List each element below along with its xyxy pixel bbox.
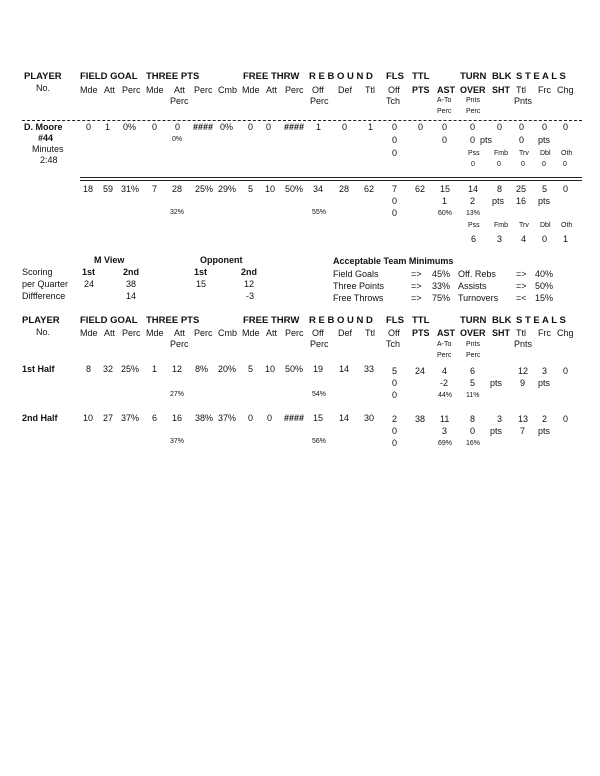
h2-to-c: 16% — [466, 440, 481, 447]
ft-perc-header-2: Perc — [285, 328, 304, 338]
h1-fls-c: 0 — [392, 390, 398, 400]
sht-header: SHT — [492, 85, 510, 95]
h1-tp-att-perc: 27% — [170, 391, 185, 398]
to-b: 0 — [470, 135, 476, 145]
h2-fls-c: 0 — [392, 438, 398, 448]
min-ast-label: Assists — [458, 281, 487, 291]
rb-off-header: Off — [312, 85, 324, 95]
ft-att-header: Att — [266, 85, 278, 95]
h1-fg-mde: 8 — [86, 364, 92, 374]
min-ast-value: 50% — [535, 281, 554, 291]
to-a: 0 — [470, 122, 476, 132]
h1-tp-perc: 8% — [195, 364, 209, 374]
min-tp-value: 33% — [432, 281, 451, 291]
tot-fmb-value: 3 — [497, 234, 503, 244]
mview-heading: M View — [94, 255, 125, 265]
tp-mde-header: Mde — [146, 85, 164, 95]
tot-tp-perc: 25% — [195, 184, 214, 194]
h2-fg-mde: 10 — [83, 413, 94, 423]
player-name: D. Moore — [24, 122, 63, 132]
totals-divider-2 — [80, 180, 582, 181]
ft-att-header-2: Att — [266, 328, 278, 338]
min-to-arrow: =< — [516, 293, 527, 303]
rb-ttl-header-2: Ttl — [365, 328, 375, 338]
turn-header: TURN — [460, 71, 487, 82]
mview-2nd: 2nd — [123, 267, 140, 277]
trv-label: Trv — [519, 150, 529, 157]
h2-ft-att: 0 — [267, 413, 273, 423]
h2-st-pts: pts — [538, 426, 551, 436]
h2-ft-mde: 0 — [248, 413, 254, 423]
tot-tp-att-perc: 32% — [170, 209, 185, 216]
h2-st-a: 13 — [518, 414, 529, 424]
tp-att-perc: 0% — [172, 136, 183, 143]
no-header: No. — [36, 83, 51, 93]
st-pnts-header: Pnts — [514, 96, 533, 106]
h2-rb-off-perc: 56% — [312, 438, 327, 445]
h2-ast-c: 69% — [438, 440, 453, 447]
opp-1st-score: 15 — [196, 279, 207, 289]
tot-ft-mde: 5 — [248, 184, 254, 194]
fmb-label: Fmb — [494, 150, 508, 157]
min-to-label: Turnovers — [458, 293, 499, 303]
tp-mde: 0 — [152, 122, 158, 132]
opp-diff: -3 — [246, 291, 255, 301]
tot-st-frc: 5 — [542, 184, 548, 194]
tot-fls-a: 7 — [392, 184, 398, 194]
tot-tp-cmb: 29% — [218, 184, 237, 194]
h1-to-b: 5 — [470, 378, 476, 388]
tot-dbl-label: Dbl — [540, 222, 551, 229]
tot-to-b: 2 — [470, 196, 476, 206]
ast-ato-header: A-To — [437, 97, 452, 104]
h2-st-b: 7 — [520, 426, 526, 436]
tot-to-c: 13% — [466, 210, 481, 217]
header-divider — [22, 120, 582, 121]
turn-header-2: TURN — [460, 315, 487, 326]
min-fg-label: Field Goals — [333, 269, 379, 279]
h2-blk-a: 3 — [497, 414, 503, 424]
st-frc-header-2: Frc — [538, 328, 551, 338]
tot-pts: 62 — [415, 184, 426, 194]
fg-perc: 0% — [123, 122, 137, 132]
h1-ast-a: 4 — [442, 366, 448, 376]
mview-1st: 1st — [82, 267, 96, 277]
h2-tp-att: 16 — [172, 413, 183, 423]
pss-value: 0 — [471, 161, 475, 168]
blk-header-2: BLK — [492, 315, 512, 326]
h2-fg-perc: 37% — [121, 413, 140, 423]
fg-mde-header-2: Mde — [80, 328, 98, 338]
st-chg: 0 — [563, 122, 569, 132]
dbl-label: Dbl — [540, 150, 551, 157]
tp-att-header: Att — [174, 85, 186, 95]
st-ttl-header-2: Ttl — [516, 328, 526, 338]
tot-st-a: 25 — [516, 184, 527, 194]
three-pts-header-2: THREE PTS — [146, 315, 200, 326]
st-a: 0 — [519, 122, 525, 132]
tot-oth-value: 1 — [563, 234, 569, 244]
scoring-label: Scoring — [22, 267, 53, 277]
tot-pss-label: Pss — [468, 222, 480, 229]
h2-tp-perc: 38% — [195, 413, 214, 423]
h1-fg-att: 32 — [103, 364, 114, 374]
h1-rb-off-perc: 54% — [312, 391, 327, 398]
tot-fg-mde: 18 — [83, 184, 94, 194]
over-header: OVER — [460, 85, 486, 95]
fls-c: 0 — [392, 148, 398, 158]
tot-trv-value: 4 — [521, 234, 527, 244]
rb-off-header-2: Off — [312, 328, 324, 338]
tot-ast-c: 60% — [438, 210, 453, 217]
blk-a: 0 — [497, 122, 503, 132]
pss-label: Pss — [468, 150, 480, 157]
h1-ft-mde: 5 — [248, 364, 254, 374]
tot-blk-a: 8 — [497, 184, 503, 194]
tp-att-perc-header-2: Perc — [170, 339, 189, 349]
rb-def-header-2: Def — [338, 328, 353, 338]
min-offreb-arrow: => — [516, 269, 527, 279]
opp-1st: 1st — [194, 267, 208, 277]
min-fg-value: 45% — [432, 269, 451, 279]
tp-att: 0 — [175, 122, 181, 132]
min-ft-value: 75% — [432, 293, 451, 303]
tot-ft-att: 10 — [265, 184, 276, 194]
h1-ast-c: 44% — [438, 392, 453, 399]
min-offreb-value: 40% — [535, 269, 554, 279]
per-quarter-label: per Quarter — [22, 279, 69, 289]
rb-def-header: Def — [338, 85, 353, 95]
opp-2nd-score: 12 — [244, 279, 255, 289]
rb-def: 0 — [342, 122, 348, 132]
h2-st-frc: 2 — [542, 414, 548, 424]
mview-1st-score: 24 — [84, 279, 95, 289]
sht-header-2: SHT — [492, 328, 510, 338]
tp-cmb-header-2: Cmb — [218, 328, 238, 338]
st-frc: 0 — [542, 122, 548, 132]
h2-st-chg: 0 — [563, 414, 569, 424]
h1-pts: 24 — [415, 366, 426, 376]
tot-tp-att: 28 — [172, 184, 183, 194]
tot-tp-mde: 7 — [152, 184, 158, 194]
fg-att: 1 — [105, 122, 111, 132]
h1-st-chg: 0 — [563, 366, 569, 376]
trv-value: 0 — [521, 161, 525, 168]
blk-header: BLK — [492, 71, 512, 82]
ttl-header: TTL — [412, 71, 430, 82]
player-number: #44 — [38, 133, 54, 143]
minutes-value: 2:48 — [40, 155, 58, 165]
h1-tp-mde: 1 — [152, 364, 158, 374]
tot-fmb-label: Fmb — [494, 222, 508, 229]
h1-rb-def: 14 — [339, 364, 350, 374]
fls-tch-header: Tch — [386, 96, 401, 106]
steals-header-2: S T E A L S — [516, 315, 566, 326]
field-goal-header-2: FIELD GOAL — [80, 315, 138, 326]
min-to-value: 15% — [535, 293, 554, 303]
three-pts-header: THREE PTS — [146, 71, 200, 82]
fg-att-header-2: Att — [104, 328, 116, 338]
first-half-label: 1st Half — [22, 364, 55, 374]
tp-cmb: 0% — [220, 122, 234, 132]
ft-perc-header: Perc — [285, 85, 304, 95]
h2-rb-off: 15 — [313, 413, 324, 423]
rebound-header: R E B O U N D — [309, 71, 373, 82]
rb-off-perc-header-2: Perc — [310, 339, 329, 349]
h1-ft-att: 10 — [265, 364, 276, 374]
ast-a: 0 — [442, 122, 448, 132]
pts-header-2: PTS — [412, 328, 430, 338]
rb-ttl: 1 — [368, 122, 374, 132]
tot-ast-b: 1 — [442, 196, 448, 206]
over-perc-header-2: Perc — [466, 352, 481, 359]
over-header-2: OVER — [460, 328, 486, 338]
fls-off-header-2: Off — [388, 328, 400, 338]
h2-rb-def: 14 — [339, 413, 350, 423]
fg-perc-header-2: Perc — [122, 328, 141, 338]
tp-att-perc-header: Perc — [170, 96, 189, 106]
min-fg-arrow: => — [411, 269, 422, 279]
difference-label: Diffference — [22, 291, 66, 301]
st-pts: pts — [538, 135, 551, 145]
ast-perc-header: Perc — [437, 108, 452, 115]
ft-perc: #### — [284, 122, 305, 132]
h1-rb-off: 19 — [313, 364, 324, 374]
rebound-header-2: R E B O U N D — [309, 315, 373, 326]
tot-fg-perc: 31% — [121, 184, 140, 194]
h2-tp-mde: 6 — [152, 413, 158, 423]
tot-rb-off-perc: 55% — [312, 209, 327, 216]
h1-fg-perc: 25% — [121, 364, 140, 374]
h1-fls-a: 5 — [392, 366, 398, 376]
tot-trv-label: Trv — [519, 222, 529, 229]
h1-ast-b: -2 — [440, 378, 449, 388]
ast-header-2: AST — [437, 328, 455, 338]
mview-diff: 14 — [126, 291, 137, 301]
ast-header: AST — [437, 85, 455, 95]
h2-fls-a: 2 — [392, 414, 398, 424]
fg-att-header: Att — [104, 85, 116, 95]
tot-fg-att: 59 — [103, 184, 114, 194]
tp-perc-header: Perc — [194, 85, 213, 95]
steals-header: S T E A L S — [516, 71, 566, 82]
tp-perc: #### — [193, 122, 214, 132]
over-pnts-header-2: Pnts — [466, 341, 481, 348]
player-header-2: PLAYER — [22, 315, 60, 326]
oth-value: 0 — [563, 161, 567, 168]
tot-rb-ttl: 62 — [364, 184, 375, 194]
h2-fg-att: 27 — [103, 413, 114, 423]
fg-perc-header: Perc — [122, 85, 141, 95]
st-b: 0 — [519, 135, 525, 145]
tot-rb-def: 28 — [339, 184, 350, 194]
tp-mde-header-2: Mde — [146, 328, 164, 338]
free-throw-header-2: FREE THRW — [243, 315, 300, 326]
fg-mde: 0 — [86, 122, 92, 132]
fmb-value: 0 — [497, 161, 501, 168]
h1-to-a: 6 — [470, 366, 476, 376]
dbl-value: 0 — [542, 161, 546, 168]
opponent-heading: Opponent — [200, 255, 243, 265]
h1-st-frc: 3 — [542, 366, 548, 376]
tp-perc-header-2: Perc — [194, 328, 213, 338]
tot-rb-off: 34 — [313, 184, 324, 194]
pts: 0 — [418, 122, 424, 132]
h1-tp-cmb: 20% — [218, 364, 237, 374]
fls-a: 0 — [392, 122, 398, 132]
tot-dbl-value: 0 — [542, 234, 548, 244]
rb-off: 1 — [316, 122, 322, 132]
h1-tp-att: 12 — [172, 364, 183, 374]
h1-st-b: 9 — [520, 378, 526, 388]
fg-mde-header: Mde — [80, 85, 98, 95]
min-ft-label: Free Throws — [333, 293, 384, 303]
h2-ast-b: 3 — [442, 426, 448, 436]
tot-st-pts: pts — [538, 196, 551, 206]
over-perc-header: Perc — [466, 108, 481, 115]
st-chg-header: Chg — [557, 85, 574, 95]
ast-b: 0 — [442, 135, 448, 145]
min-ast-arrow: => — [516, 281, 527, 291]
fls-off-header: Off — [388, 85, 400, 95]
fls-header: FLS — [386, 71, 404, 82]
h2-tp-att-perc: 37% — [170, 438, 185, 445]
ttl-header-2: TTL — [412, 315, 430, 326]
totals-divider-1 — [80, 177, 582, 178]
h1-st-pts: pts — [538, 378, 551, 388]
tot-st-chg: 0 — [563, 184, 569, 194]
ast-ato-header-2: A-To — [437, 341, 452, 348]
h1-fls-b: 0 — [392, 378, 398, 388]
ft-mde-header: Mde — [242, 85, 260, 95]
h2-to-a: 8 — [470, 414, 476, 424]
second-half-label: 2nd Half — [22, 413, 58, 423]
h2-pts: 38 — [415, 414, 426, 424]
h2-rb-ttl: 30 — [364, 413, 375, 423]
tp-att-header-2: Att — [174, 328, 186, 338]
pts-header: PTS — [412, 85, 430, 95]
fls-b: 0 — [392, 135, 398, 145]
fls-tch-header-2: Tch — [386, 339, 401, 349]
st-pnts-header-2: Pnts — [514, 339, 533, 349]
tot-blk-pts: pts — [492, 196, 505, 206]
rb-ttl-header: Ttl — [365, 85, 375, 95]
tot-to-a: 14 — [468, 184, 479, 194]
min-tp-arrow: => — [411, 281, 422, 291]
tot-oth-label: Oth — [561, 222, 573, 229]
h2-tp-cmb: 37% — [218, 413, 237, 423]
ft-mde-header-2: Mde — [242, 328, 260, 338]
st-frc-header: Frc — [538, 85, 551, 95]
ft-mde: 0 — [248, 122, 254, 132]
h2-to-b: 0 — [470, 426, 476, 436]
tot-pss-value: 6 — [471, 234, 477, 244]
minimums-title: Acceptable Team Minimums — [333, 256, 454, 266]
tot-st-b: 16 — [516, 196, 527, 206]
tot-ast-a: 15 — [440, 184, 451, 194]
tot-fls-b: 0 — [392, 196, 398, 206]
min-offreb-label: Off. Rebs — [458, 269, 496, 279]
h1-rb-ttl: 33 — [364, 364, 375, 374]
over-pnts-header: Pnts — [466, 97, 481, 104]
h2-to-pts: pts — [490, 426, 503, 436]
mview-2nd-score: 38 — [126, 279, 137, 289]
h1-to-pts: pts — [490, 378, 503, 388]
ast-perc-header-2: Perc — [437, 352, 452, 359]
tot-fls-c: 0 — [392, 208, 398, 218]
min-tp-label: Three Points — [333, 281, 385, 291]
min-ft-arrow: => — [411, 293, 422, 303]
tot-ft-perc: 50% — [285, 184, 304, 194]
st-ttl-header: Ttl — [516, 85, 526, 95]
h2-fls-b: 0 — [392, 426, 398, 436]
to-pts: pts — [480, 135, 493, 145]
player-header: PLAYER — [24, 71, 62, 82]
tp-cmb-header: Cmb — [218, 85, 238, 95]
fls-header-2: FLS — [386, 315, 404, 326]
opp-2nd: 2nd — [241, 267, 258, 277]
h2-ast-a: 11 — [440, 414, 450, 424]
ft-att: 0 — [266, 122, 272, 132]
no-header-2: No. — [36, 327, 51, 337]
free-throw-header: FREE THRW — [243, 71, 300, 82]
st-chg-header-2: Chg — [557, 328, 574, 338]
h1-to-c: 11% — [466, 392, 480, 399]
minutes-label: Minutes — [32, 144, 64, 154]
field-goal-header: FIELD GOAL — [80, 71, 138, 82]
oth-label: Oth — [561, 150, 573, 157]
rb-off-perc-header: Perc — [310, 96, 329, 106]
h1-ft-perc: 50% — [285, 364, 304, 374]
h1-st-a: 12 — [518, 366, 529, 376]
h2-ft-perc: #### — [284, 413, 305, 423]
